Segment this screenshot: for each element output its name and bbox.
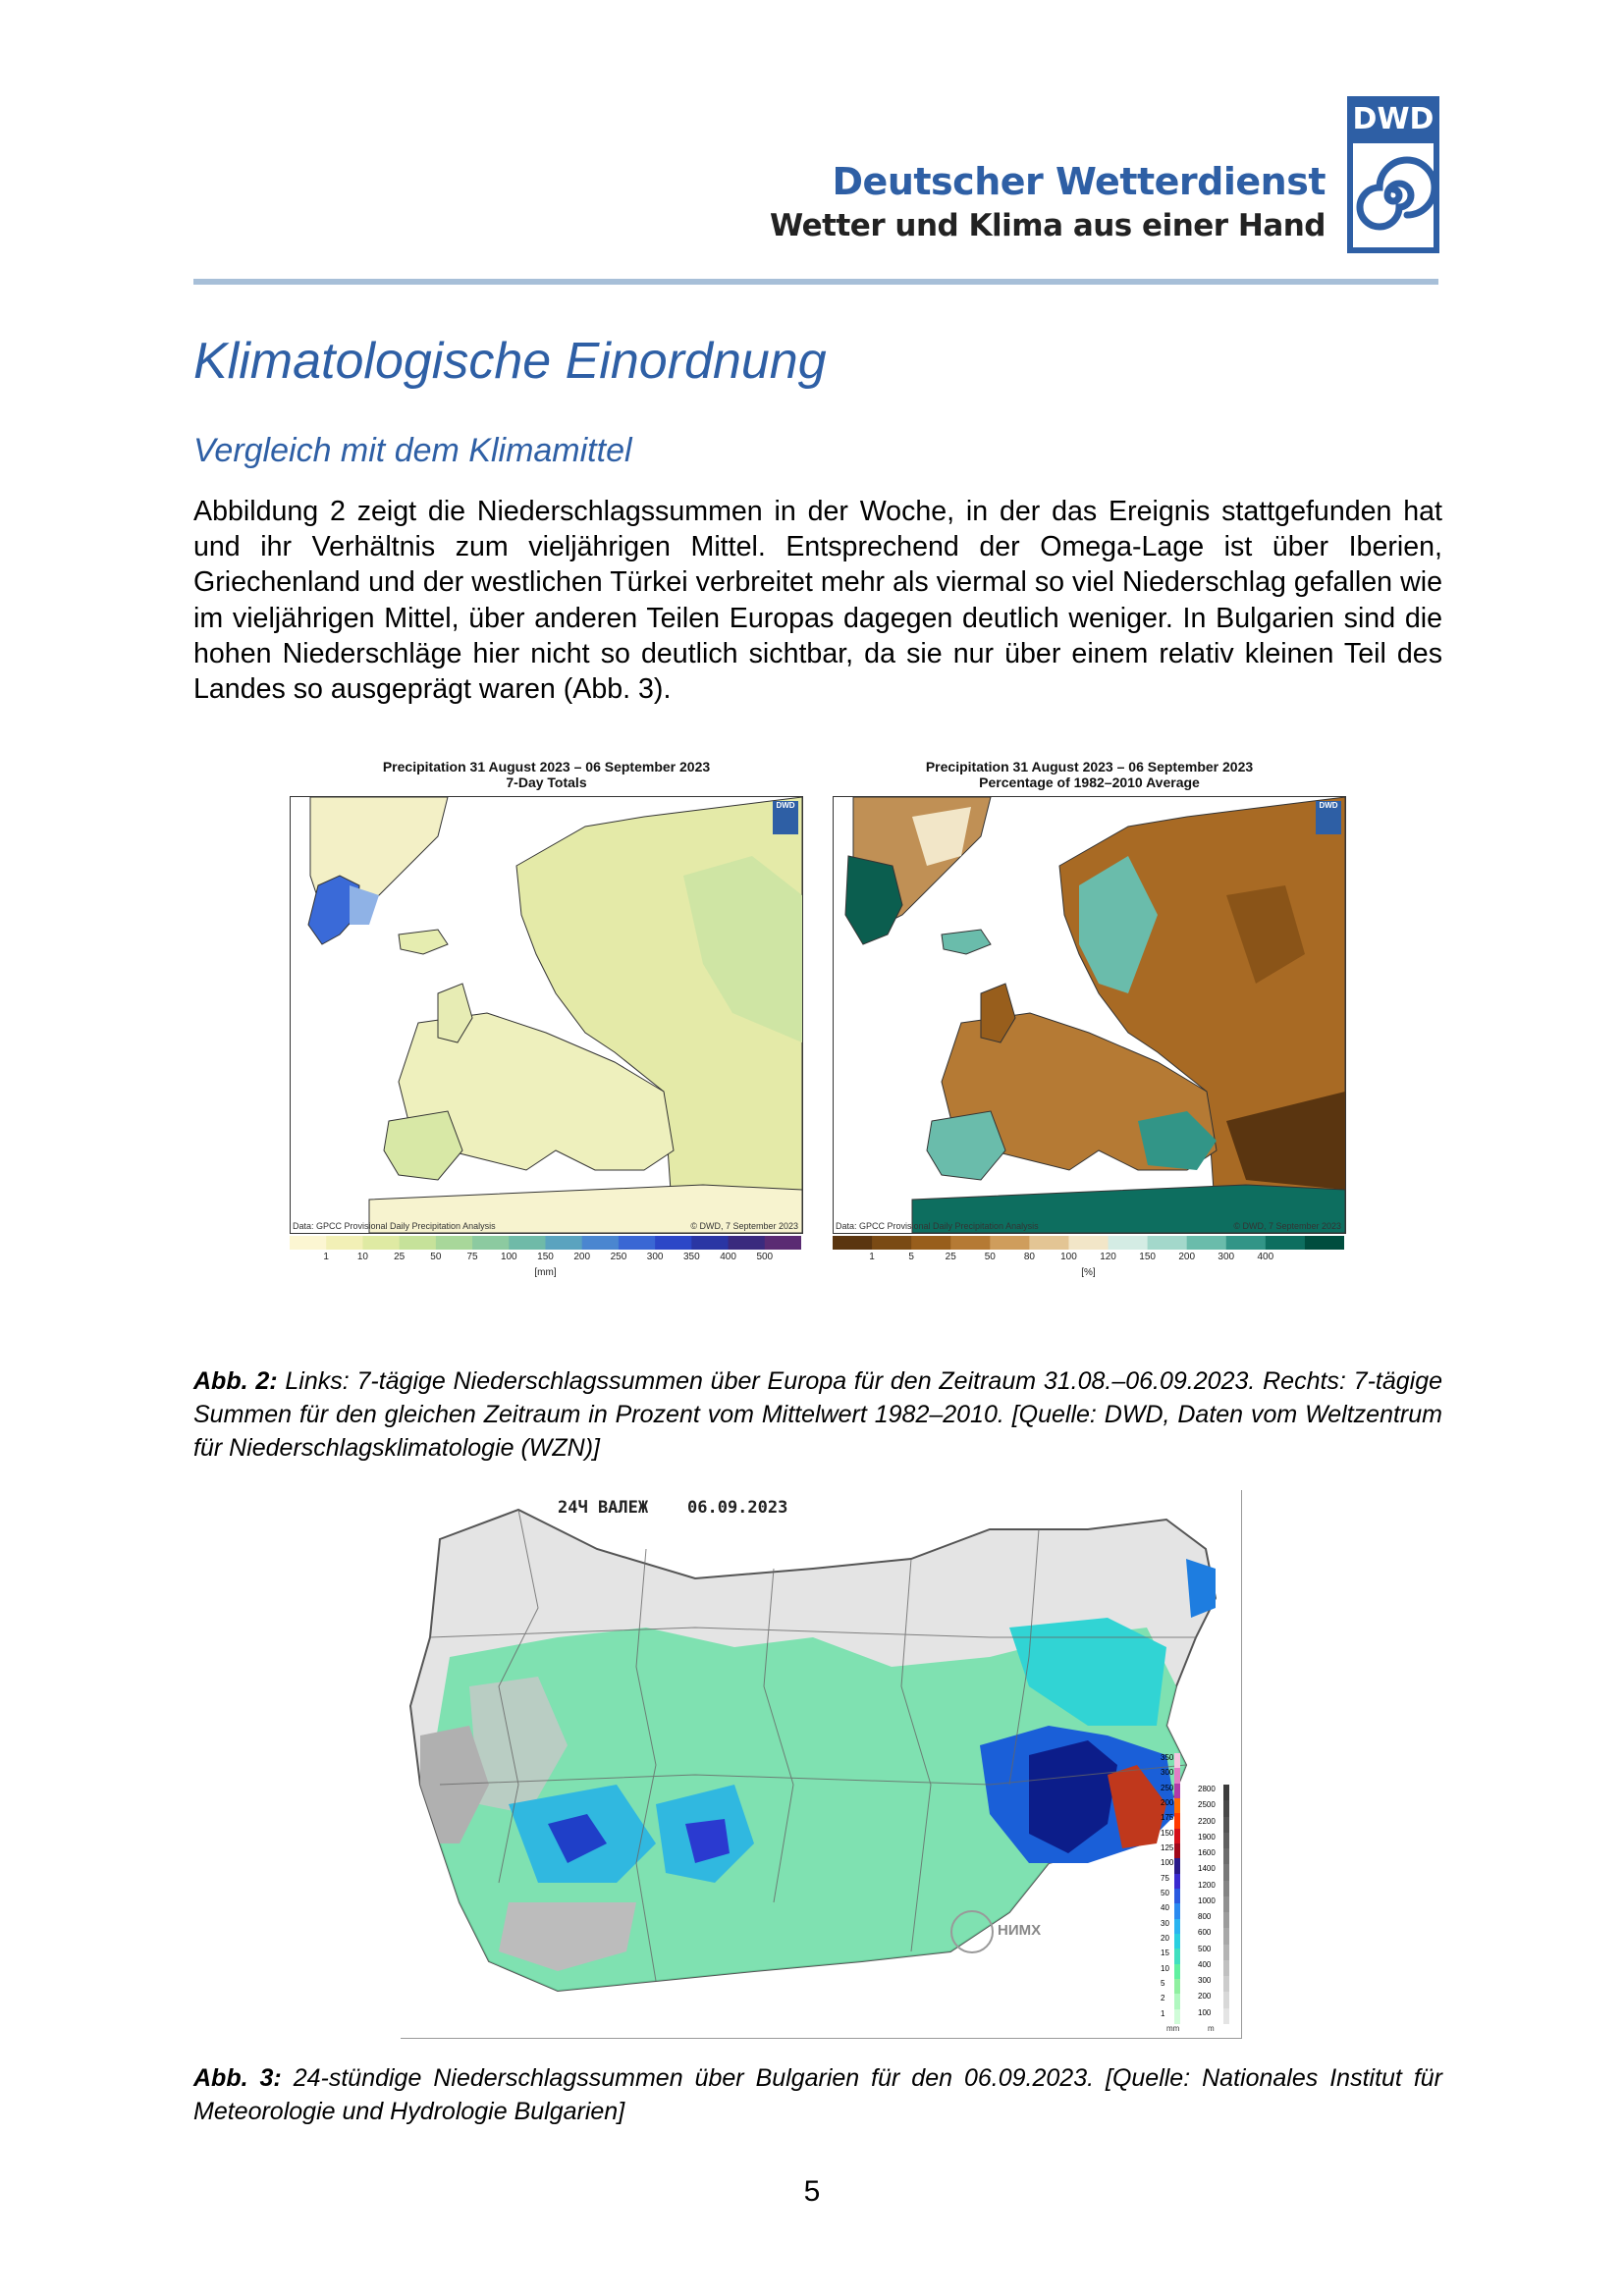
fig2-left-map [290, 796, 803, 1234]
colorbar-swatch [436, 1236, 473, 1250]
legend-mm-label: 5 [1161, 1979, 1165, 1988]
legend-m-swatch [1223, 1896, 1229, 1912]
fig2-caption-text: Links: 7-tägige Niederschlagssummen über Europa für den Zeitraum 31.08.–06.09.2023. Rechts: 7-tägige Summen für den gleichen Zeitraum in Prozent vom Mittelwert 1982–2010. [Quelle: DWD, Daten vom Weltzentrum für Niederschlagsklimatologie (WZN)] [193, 1367, 1443, 1462]
legend-mm-item [1161, 1798, 1182, 1813]
org-name: Deutscher Wetterdienst [832, 160, 1326, 203]
fig2-left-colorbar-ticks [290, 1252, 801, 1265]
colorbar-swatch [872, 1236, 912, 1250]
colorbar-swatch [1029, 1236, 1069, 1250]
fig2-left-source: Data: GPCC Provisional Daily Precipitation Analysis [293, 1221, 496, 1231]
page-number: 5 [803, 2175, 821, 2208]
legend-mm-label: 10 [1161, 1963, 1169, 1973]
legend-m-label: 1600 [1198, 1848, 1216, 1858]
colorbar-tick-label: 400 [1257, 1252, 1274, 1262]
legend-m-swatch [1223, 1785, 1229, 1800]
legend-m-swatch [1223, 2008, 1229, 2024]
legend-m-item [1198, 1785, 1231, 1800]
legend-m-label: 300 [1198, 1976, 1212, 1986]
logo-text: DWD [1352, 102, 1435, 136]
legend-mm-item [1161, 1829, 1182, 1843]
legend-mm-label: 350 [1161, 1753, 1174, 1762]
colorbar-tick-label: 200 [573, 1252, 591, 1262]
legend-mm-item [1161, 1813, 1182, 1828]
fig2-caption [193, 1364, 1442, 1465]
legend-mm-label: 250 [1161, 1783, 1174, 1792]
colorbar-swatch [362, 1236, 400, 1250]
legend-m-item [1198, 1864, 1231, 1880]
legend-mm-item [1161, 1949, 1182, 1963]
legend-mm-item [1161, 1979, 1182, 1994]
legend-m-swatch [1223, 1848, 1229, 1864]
colorbar-tick-label: 1 [869, 1252, 875, 1262]
section-subtitle: Vergleich mit dem Klimamittel [193, 432, 632, 469]
colorbar-swatch [400, 1236, 437, 1250]
legend-mm-item [1161, 1934, 1182, 1949]
colorbar-tick-label: 150 [537, 1252, 554, 1262]
legend-mm-label: 75 [1161, 1873, 1169, 1883]
legend-m-swatch [1223, 1800, 1229, 1816]
legend-m-swatch [1223, 1960, 1229, 1976]
europe-precip-map [291, 797, 802, 1233]
header-rule [193, 279, 1438, 285]
legend-m-item [1198, 1960, 1231, 1976]
colorbar-swatch [1226, 1236, 1267, 1250]
section-title: Klimatologische Einordnung [193, 333, 827, 390]
legend-m-swatch [1223, 1992, 1229, 2007]
colorbar-tick-label: 50 [984, 1252, 996, 1262]
colorbar-tick-label: 25 [945, 1252, 956, 1262]
legend-mm-swatch [1174, 1964, 1180, 1979]
legend-mm-item [1161, 1858, 1182, 1873]
fig3-legend-m [1198, 1785, 1231, 2024]
legend-m-swatch [1223, 1945, 1229, 1960]
legend-m-item [1198, 1800, 1231, 1816]
legend-mm-swatch [1174, 1934, 1180, 1949]
legend-m-item [1198, 1833, 1231, 1848]
fig2-caption-label: Abb. 2: [193, 1367, 278, 1395]
legend-mm-swatch [1174, 1903, 1180, 1918]
legend-m-label: 400 [1198, 1959, 1212, 1969]
legend-m-label: 1900 [1198, 1832, 1216, 1842]
colorbar-tick-label: 100 [500, 1252, 517, 1262]
fig2-right-badge-text: DWD [1319, 801, 1338, 810]
legend-mm-item [1161, 1889, 1182, 1903]
legend-mm-swatch [1174, 1843, 1180, 1858]
body-paragraph: Abbildung 2 zeigt die Niederschlagssummen in der Woche, in der das Ereignis stattgefunden hat und ihr Verhältnis zum vieljährigen Mittel. Entsprechend der Omega-Lage ist über Iberien, Griechenland und der westlichen Türkei verbreitet mehr als viermal so viel Niederschlag gefallen wie im vieljährigen Mittel, über anderen Teilen Europas dagegen deutlich weniger. In Bulgarien sind die hohen Niederschläge hier nicht so deutlich sichtbar, da sie nur über einem relativ kleinen Teil des Landes so ausgeprägt waren (Abb. 3). [193, 496, 1442, 706]
legend-mm-swatch [1174, 1889, 1180, 1903]
colorbar-tick-label: 80 [1023, 1252, 1035, 1262]
colorbar-swatch [546, 1236, 583, 1250]
legend-mm-swatch [1174, 1768, 1180, 1783]
colorbar-swatch [950, 1236, 991, 1250]
legend-m-item [1198, 1848, 1231, 1864]
fig3-title: 24Ч ВАЛЕЖ [558, 1498, 649, 1518]
legend-m-label: 1200 [1198, 1880, 1216, 1890]
legend-m-label: 2500 [1198, 1800, 1216, 1810]
legend-mm-label: 15 [1161, 1949, 1169, 1958]
legend-mm-label: 50 [1161, 1889, 1169, 1897]
fig2-right-credit: © DWD, 7 September 2023 [1233, 1221, 1341, 1231]
legend-m-label: 200 [1198, 1992, 1212, 2002]
fig2-right-colorbar [833, 1236, 1344, 1250]
fig2-right-title-2: Percentage of 1982–2010 Average [979, 774, 1200, 790]
legend-mm-item [1161, 1753, 1182, 1768]
europe-percentage-map [834, 797, 1345, 1233]
colorbar-tick-label: 350 [683, 1252, 700, 1262]
colorbar-swatch [1148, 1236, 1188, 1250]
colorbar-swatch [990, 1236, 1030, 1250]
legend-mm-swatch [1174, 1994, 1180, 2008]
legend-m-label: 2200 [1198, 1816, 1216, 1826]
legend-mm-item [1161, 1994, 1182, 2008]
colorbar-swatch [509, 1236, 546, 1250]
fig2-left-title-2: 7-Day Totals [506, 774, 587, 790]
legend-m-swatch [1223, 1912, 1229, 1928]
colorbar-tick-label: 120 [1100, 1252, 1116, 1262]
fig3 [401, 1490, 1242, 2039]
legend-m-label: 1000 [1198, 1896, 1216, 1905]
fig2-left-title-1: Precipitation 31 August 2023 – 06 September 2023 [382, 759, 711, 774]
org-tagline: Wetter und Klima aus einer Hand [770, 208, 1326, 243]
colorbar-swatch [1305, 1236, 1344, 1250]
fig3-caption [193, 2061, 1442, 2128]
colorbar-swatch [911, 1236, 951, 1250]
legend-m-swatch [1223, 1928, 1229, 1944]
legend-m-item [1198, 1976, 1231, 1992]
legend-mm-swatch [1174, 1919, 1180, 1934]
legend-mm-label: 200 [1161, 1798, 1174, 1807]
legend-mm-swatch [1174, 1798, 1180, 1813]
fig2-left-badge [773, 801, 798, 834]
legend-m-item [1198, 1817, 1231, 1833]
fig2-right-source: Data: GPCC Provisional Daily Precipitation Analysis [836, 1221, 1039, 1231]
fig2-right-map [833, 796, 1346, 1234]
colorbar-swatch [655, 1236, 692, 1250]
colorbar-swatch [290, 1236, 327, 1250]
fig2-right-unit: [%] [1081, 1267, 1096, 1278]
colorbar-tick-label: 75 [466, 1252, 478, 1262]
legend-mm-label: 40 [1161, 1903, 1169, 1913]
colorbar-tick-label: 250 [610, 1252, 627, 1262]
bulgaria-precip-map [401, 1490, 1241, 2038]
legend-mm-item [1161, 1784, 1182, 1798]
legend-m-swatch [1223, 1976, 1229, 1992]
colorbar-tick-label: 1 [323, 1252, 329, 1262]
colorbar-swatch [1187, 1236, 1227, 1250]
fig3-date: 06.09.2023 [687, 1498, 788, 1518]
legend-mm-swatch [1174, 1784, 1180, 1798]
fig2-left-badge-text: DWD [776, 801, 795, 810]
legend-m-swatch [1223, 1833, 1229, 1848]
nimh-logo-icon [950, 1910, 994, 1953]
nimh-logo-text: НИМХ [998, 1922, 1042, 1939]
legend-m-item [1198, 1881, 1231, 1896]
legend-mm-item [1161, 1964, 1182, 1979]
legend-m-item [1198, 2008, 1231, 2024]
legend-m-swatch [1223, 1817, 1229, 1833]
colorbar-swatch [1068, 1236, 1109, 1250]
legend-mm-label: 100 [1161, 1858, 1174, 1868]
legend-m-item [1198, 1945, 1231, 1960]
colorbar-tick-label: 200 [1178, 1252, 1196, 1262]
colorbar-tick-label: 300 [646, 1252, 664, 1262]
legend-m-label: 2800 [1198, 1785, 1216, 1793]
legend-m-label: 600 [1198, 1928, 1212, 1938]
legend-mm-label: 125 [1161, 1843, 1174, 1852]
legend-m-item [1198, 1912, 1231, 1928]
colorbar-swatch [833, 1236, 873, 1250]
legend-mm-swatch [1174, 1813, 1180, 1828]
legend-m-label: 100 [1198, 2007, 1212, 2017]
legend-mm-item [1161, 1768, 1182, 1783]
colorbar-tick-label: 5 [908, 1252, 914, 1262]
colorbar-tick-label: 50 [430, 1252, 442, 1262]
legend-mm-label: 150 [1161, 1828, 1174, 1838]
legend-mm-swatch [1174, 1979, 1180, 1994]
colorbar-swatch [326, 1236, 363, 1250]
colorbar-swatch [691, 1236, 729, 1250]
legend-m-label: 800 [1198, 1912, 1212, 1922]
legend-m-label: 1400 [1198, 1864, 1216, 1874]
legend-m-item [1198, 1992, 1231, 2007]
legend-mm-swatch [1174, 1858, 1180, 1873]
colorbar-tick-label: 300 [1218, 1252, 1235, 1262]
fig2-right-colorbar-ticks [833, 1252, 1344, 1265]
colorbar-tick-label: 100 [1060, 1252, 1077, 1262]
colorbar-swatch [582, 1236, 620, 1250]
fig2-left [290, 759, 803, 1278]
spiral-icon [1353, 143, 1434, 247]
colorbar-tick-label: 10 [356, 1252, 368, 1262]
fig3-caption-text: 24-stündige Niederschlagssummen über Bulgarien für den 06.09.2023. [Quelle: Nationales Institut für Meteorologie und Hydrologie Bulgarien] [193, 2064, 1443, 2125]
legend-m-swatch [1223, 1864, 1229, 1880]
fig2-right [833, 759, 1346, 1278]
legend-mm-label: 2 [1161, 1994, 1165, 2003]
fig2-right-badge [1316, 801, 1341, 834]
colorbar-tick-label: 150 [1139, 1252, 1156, 1262]
fig2-left-credit: © DWD, 7 September 2023 [690, 1221, 798, 1231]
fig3-legend-mm [1161, 1753, 1182, 2024]
legend-mm-swatch [1174, 1874, 1180, 1889]
legend-mm-label: 1 [1161, 2008, 1165, 2018]
legend-m-label: 500 [1198, 1944, 1212, 1953]
colorbar-swatch [619, 1236, 656, 1250]
legend-m-item [1198, 1896, 1231, 1912]
colorbar-swatch [1266, 1236, 1306, 1250]
legend-mm-swatch [1174, 1949, 1180, 1963]
fig3-caption-label: Abb. 3: [193, 2064, 282, 2092]
fig2-left-colorbar [290, 1236, 801, 1250]
legend-mm-item [1161, 1874, 1182, 1889]
dwd-logo [1347, 96, 1439, 253]
legend-mm-swatch [1174, 1753, 1180, 1768]
colorbar-tick-label: 400 [720, 1252, 736, 1262]
legend-mm-label: 300 [1161, 1768, 1174, 1778]
legend-mm-swatch [1174, 2009, 1180, 2024]
legend-m-item [1198, 1928, 1231, 1944]
fig2-left-unit: [mm] [534, 1267, 557, 1278]
legend-mm-label: 30 [1161, 1918, 1169, 1928]
legend-mm-item [1161, 1919, 1182, 1934]
legend-mm-swatch [1174, 1829, 1180, 1843]
colorbar-tick-label: 500 [756, 1252, 774, 1262]
legend-mm-item [1161, 1903, 1182, 1918]
colorbar-swatch [472, 1236, 510, 1250]
colorbar-swatch [729, 1236, 766, 1250]
colorbar-swatch [1109, 1236, 1149, 1250]
legend-mm-item [1161, 2009, 1182, 2024]
fig3-legend-unit-m: m [1208, 2024, 1215, 2033]
legend-mm-label: 175 [1161, 1813, 1174, 1823]
legend-mm-label: 20 [1161, 1934, 1169, 1943]
colorbar-swatch [765, 1236, 801, 1250]
fig2-right-title-1: Precipitation 31 August 2023 – 06 September 2023 [925, 759, 1254, 774]
legend-mm-item [1161, 1843, 1182, 1858]
fig3-legend-unit-mm: mm [1166, 2024, 1180, 2033]
colorbar-tick-label: 25 [394, 1252, 406, 1262]
legend-m-swatch [1223, 1881, 1229, 1896]
